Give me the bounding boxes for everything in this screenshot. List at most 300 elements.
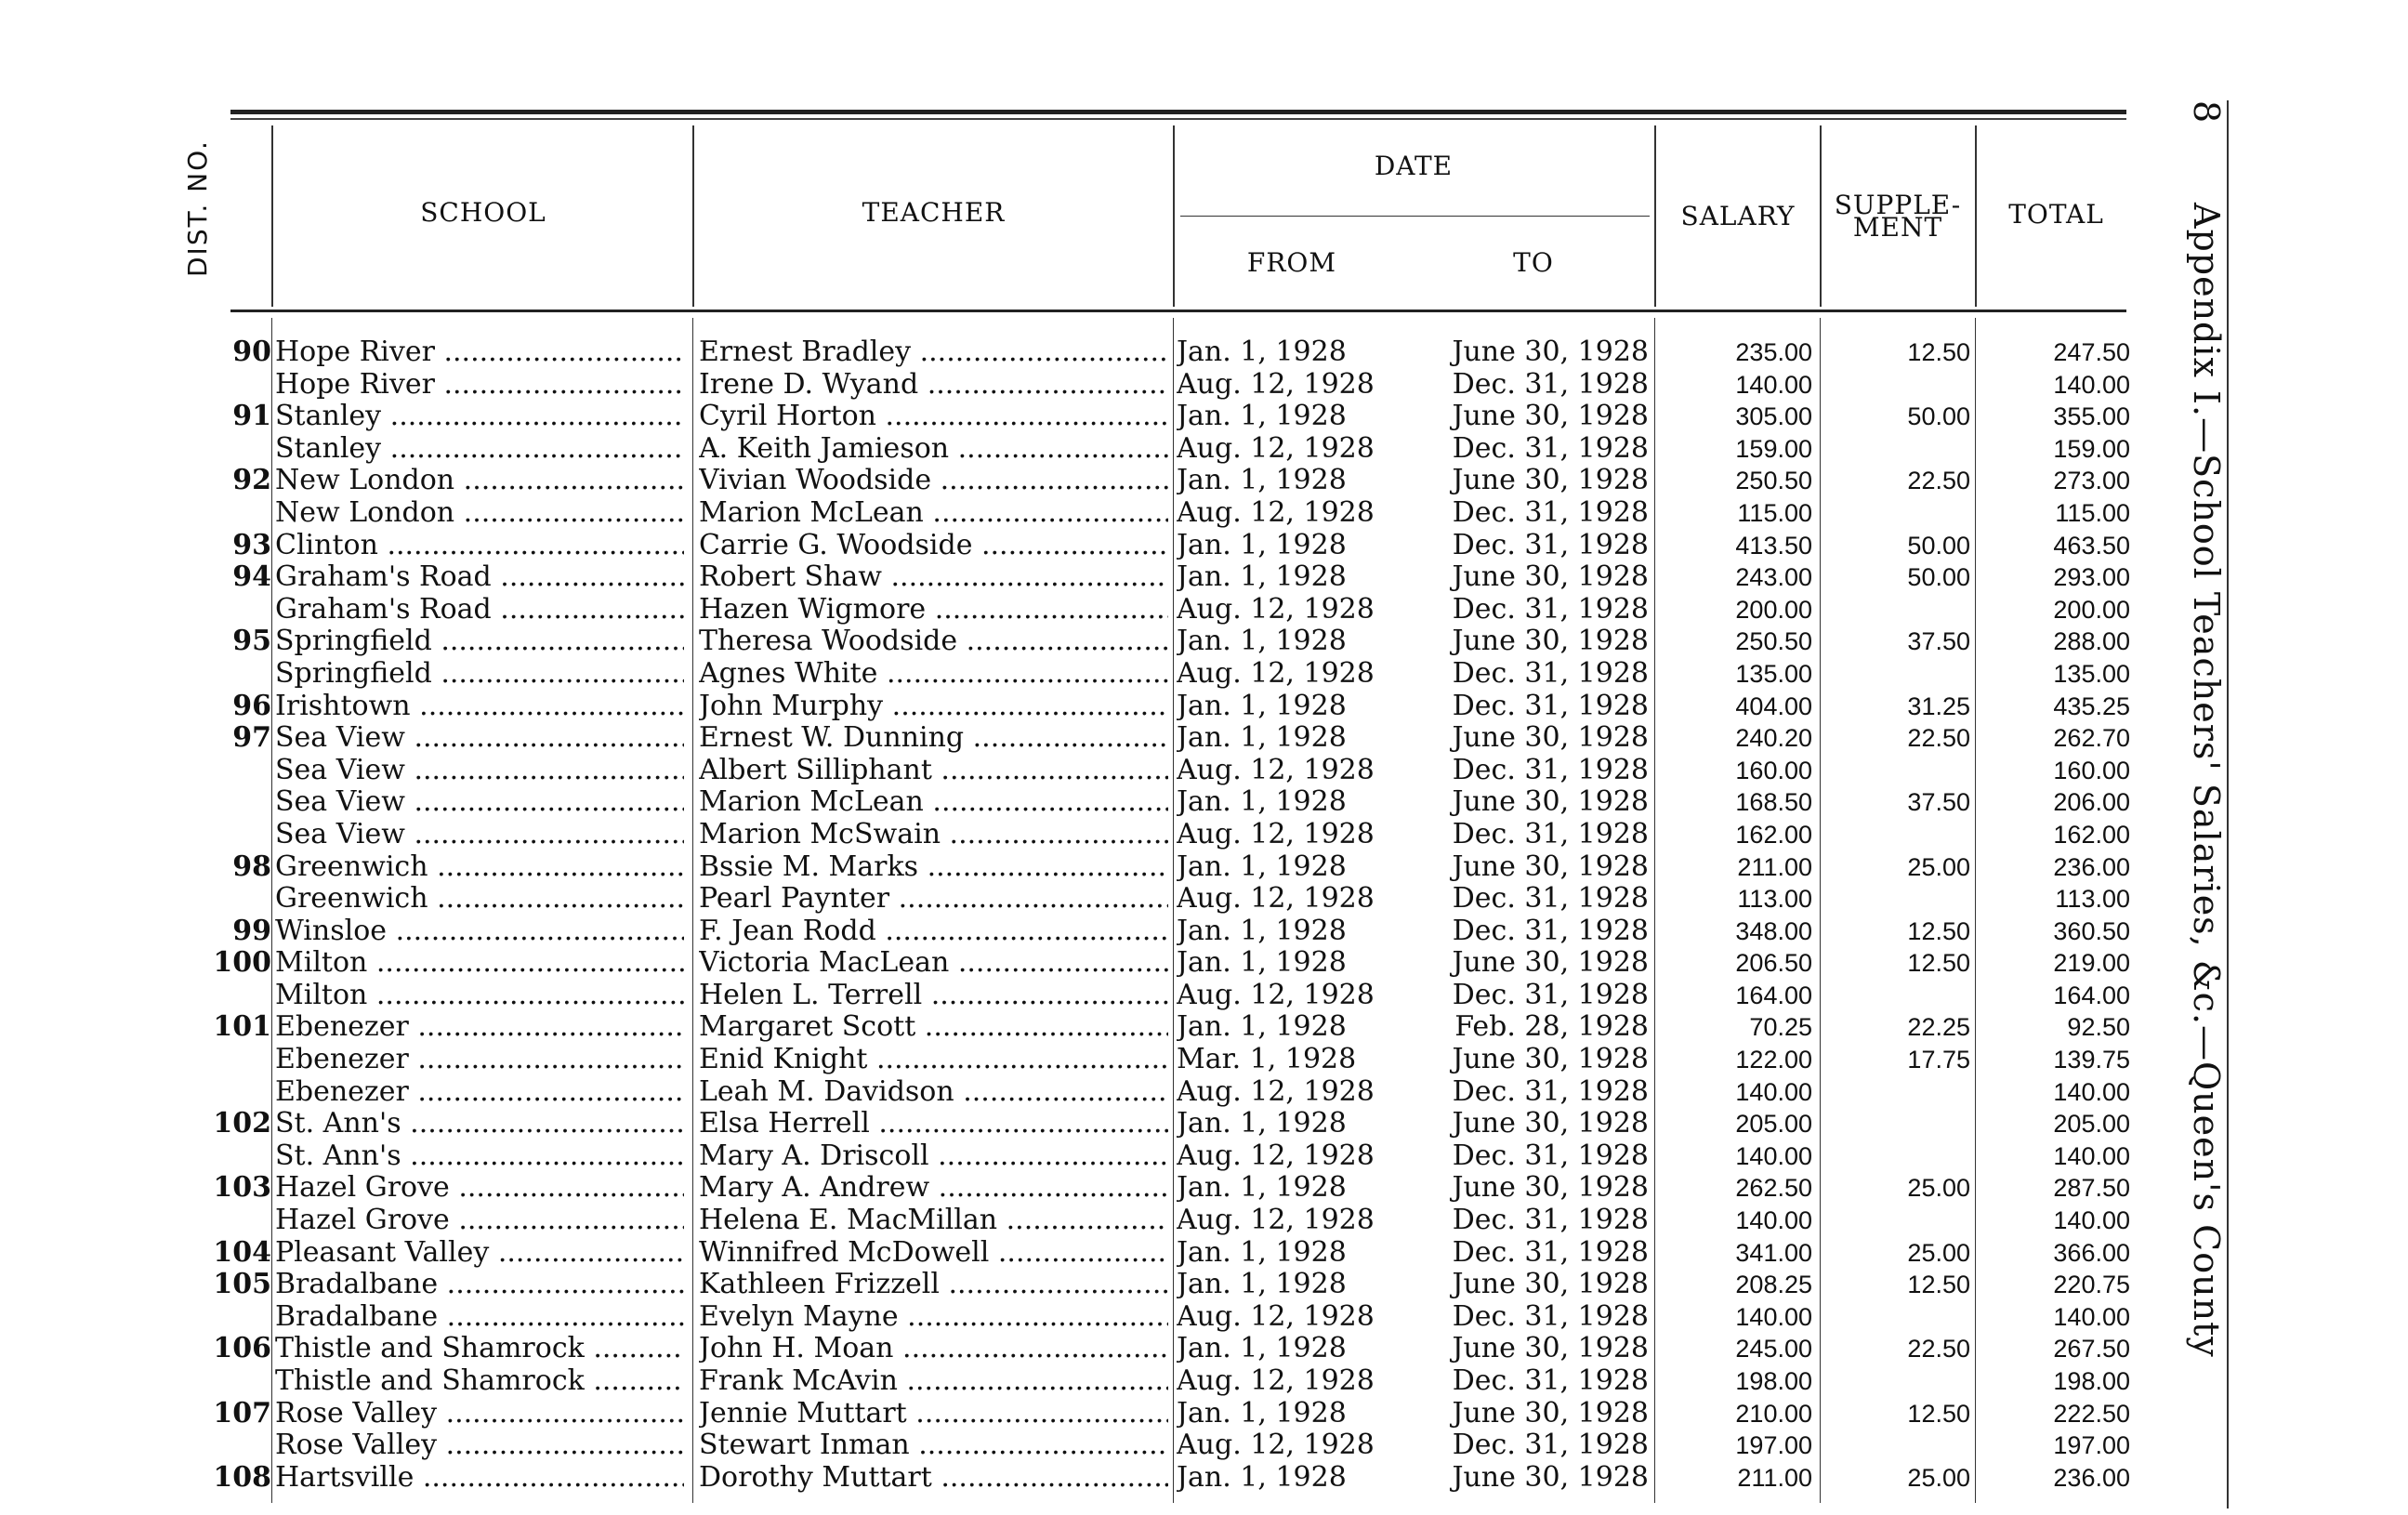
to-date-cell: Dec. 31, 1928: [1452, 1205, 1649, 1237]
total-cell: 135.00: [2053, 659, 2130, 688]
teacher-cell: John H. Moan .....: [699, 1333, 1168, 1365]
teacher-cell: Irene D. Wyand .....: [699, 369, 1168, 402]
supplement-cell: 22.50: [1907, 724, 1970, 753]
from-date-cell: Aug. 12, 1928: [1177, 1140, 1375, 1172]
total-cell: 360.50: [2053, 916, 2130, 945]
from-date-cell: Aug. 12, 1928: [1177, 1365, 1375, 1397]
dist-no-header: DIST. NO.: [182, 139, 213, 277]
total-cell: 140.00: [2053, 1302, 2130, 1331]
from-date-cell: Jan. 1, 1928: [1177, 529, 1347, 561]
school-cell: Sea View .....: [275, 819, 684, 851]
table-row: [0, 626, 2408, 658]
dist-no-cell: 96: [232, 690, 271, 722]
salary-cell: 235.00: [1735, 338, 1812, 366]
school-cell: Graham's Road .....: [275, 561, 684, 594]
date-header: DATE: [1374, 151, 1454, 181]
total-cell: 140.00: [2053, 370, 2130, 399]
salary-cell: 164.00: [1735, 981, 1812, 1009]
teacher-cell: Winnifred McDowell .....: [699, 1237, 1168, 1270]
salary-header: SALARY: [1680, 201, 1796, 231]
total-cell: 287.50: [2053, 1174, 2130, 1203]
table-row: [0, 851, 2408, 884]
to-date-cell: Dec. 31, 1928: [1452, 1300, 1649, 1333]
from-date-cell: Aug. 12, 1928: [1177, 1429, 1375, 1462]
to-date-cell: Dec. 31, 1928: [1452, 496, 1649, 529]
teacher-cell: Carrie G. Woodside .....: [699, 530, 1168, 562]
teacher-cell: Kathleen Frizzell .....: [699, 1269, 1168, 1301]
teacher-cell: F. Jean Rodd .....: [699, 916, 1168, 948]
table-row: [0, 786, 2408, 819]
from-date-cell: Jan. 1, 1928: [1177, 915, 1347, 947]
to-date-cell: Dec. 31, 1928: [1452, 690, 1649, 722]
school-cell: Rose Valley .....: [275, 1429, 684, 1462]
total-cell: 220.75: [2053, 1271, 2130, 1299]
total-cell: 236.00: [2053, 852, 2130, 881]
school-cell: St. Ann's .....: [275, 1108, 684, 1140]
table-row: [0, 594, 2408, 626]
salary-cell: 348.00: [1735, 916, 1812, 945]
table-row: [0, 755, 2408, 787]
table-row: [0, 819, 2408, 851]
total-cell: 463.50: [2053, 531, 2130, 560]
school-cell: Thistle and Shamrock .....: [275, 1333, 684, 1365]
from-date-cell: Jan. 1, 1928: [1177, 690, 1347, 722]
header-divider: [1975, 125, 1977, 307]
dist-no-cell: 100: [213, 947, 271, 980]
to-date-cell: Dec. 31, 1928: [1452, 883, 1649, 916]
salary-table-body: [0, 336, 2408, 1494]
supplement-cell: 12.50: [1907, 949, 1970, 978]
teacher-cell: Mary A. Andrew .....: [699, 1172, 1168, 1205]
from-date-cell: Jan. 1, 1928: [1177, 1172, 1347, 1205]
school-cell: Sea View .....: [275, 722, 684, 755]
school-cell: Sea View .....: [275, 786, 684, 819]
from-date-cell: Aug. 12, 1928: [1177, 368, 1375, 401]
teacher-cell: Frank McAvin .....: [699, 1365, 1168, 1398]
from-date-cell: Aug. 12, 1928: [1177, 657, 1375, 690]
table-row: [0, 1140, 2408, 1173]
total-cell: 140.00: [2053, 1141, 2130, 1170]
teacher-cell: Vivian Woodside .....: [699, 465, 1168, 497]
supplement-cell: 50.00: [1907, 563, 1970, 592]
salary-cell: 140.00: [1735, 1077, 1812, 1106]
total-cell: 205.00: [2053, 1110, 2130, 1139]
salary-cell: 135.00: [1735, 659, 1812, 688]
from-date-cell: Jan. 1, 1928: [1177, 850, 1347, 883]
supplement-cell: 22.50: [1907, 467, 1970, 495]
table-row: [0, 1301, 2408, 1334]
dist-no-cell: 98: [232, 850, 271, 883]
table-row: [0, 1205, 2408, 1237]
from-date-cell: Mar. 1, 1928: [1177, 1044, 1357, 1076]
from-date-cell: Jan. 1, 1928: [1177, 947, 1347, 980]
to-date-cell: June 30, 1928: [1452, 401, 1649, 433]
dist-no-cell: 106: [213, 1333, 271, 1365]
school-cell: Pleasant Valley .....: [275, 1237, 684, 1270]
to-date-cell: June 30, 1928: [1452, 786, 1649, 819]
table-row: [0, 883, 2408, 916]
salary-cell: 140.00: [1735, 1206, 1812, 1235]
salary-cell: 115.00: [1737, 498, 1812, 527]
from-date-cell: Aug. 12, 1928: [1177, 1205, 1375, 1237]
salary-cell: 160.00: [1735, 756, 1812, 784]
date-header-divider: [1180, 216, 1650, 217]
total-cell: 140.00: [2053, 1206, 2130, 1235]
teacher-cell: Evelyn Mayne .....: [699, 1301, 1168, 1334]
teacher-cell: Leah M. Davidson .....: [699, 1076, 1168, 1109]
to-date-cell: June 30, 1928: [1452, 1397, 1649, 1429]
total-cell: 206.00: [2053, 788, 2130, 817]
dist-no-cell: 108: [213, 1461, 271, 1494]
total-cell: 160.00: [2053, 756, 2130, 784]
from-date-cell: Aug. 12, 1928: [1177, 883, 1375, 916]
page-number: 8: [2186, 100, 2227, 125]
to-date-cell: June 30, 1928: [1452, 1333, 1649, 1365]
school-cell: Hartsville .....: [275, 1462, 684, 1495]
dist-no-cell: 99: [232, 915, 271, 947]
total-cell: 113.00: [2055, 885, 2130, 914]
teacher-cell: Theresa Woodside .....: [699, 626, 1168, 658]
school-cell: Hope River .....: [275, 369, 684, 402]
salary-cell: 168.50: [1735, 788, 1812, 817]
total-cell: 288.00: [2053, 627, 2130, 656]
to-date-cell: June 30, 1928: [1452, 1172, 1649, 1205]
dist-no-cell: 105: [213, 1269, 271, 1301]
from-date-cell: Jan. 1, 1928: [1177, 401, 1347, 433]
supplement-cell: 12.50: [1907, 338, 1970, 366]
salary-cell: 200.00: [1735, 595, 1812, 624]
dist-no-cell: 103: [213, 1172, 271, 1205]
from-date-cell: Aug. 12, 1928: [1177, 593, 1375, 626]
supplement-cell: 25.00: [1907, 852, 1970, 881]
dist-no-cell: 95: [232, 626, 271, 658]
to-date-cell: Dec. 31, 1928: [1452, 368, 1649, 401]
salary-cell: 240.20: [1735, 724, 1812, 753]
school-cell: Ebenezer .....: [275, 1076, 684, 1109]
to-date-cell: Dec. 31, 1928: [1452, 915, 1649, 947]
total-cell: 164.00: [2053, 981, 2130, 1009]
to-date-cell: Dec. 31, 1928: [1452, 593, 1649, 626]
from-date-cell: Aug. 12, 1928: [1177, 818, 1375, 850]
salary-cell: 140.00: [1735, 1141, 1812, 1170]
table-row: [0, 1044, 2408, 1076]
school-cell: Greenwich .....: [275, 851, 684, 884]
school-cell: Greenwich .....: [275, 883, 684, 916]
from-date-cell: Aug. 12, 1928: [1177, 1075, 1375, 1108]
school-cell: Thistle and Shamrock .....: [275, 1365, 684, 1398]
table-top-rule: [230, 110, 2126, 114]
school-cell: Hazel Grove .....: [275, 1205, 684, 1237]
table-row: [0, 530, 2408, 562]
teacher-cell: A. Keith Jamieson .....: [699, 433, 1168, 466]
teacher-cell: Elsa Herrell .....: [699, 1108, 1168, 1140]
teacher-cell: Marion McLean .....: [699, 497, 1168, 530]
table-row: [0, 401, 2408, 433]
table-row: [0, 561, 2408, 594]
total-cell: 247.50: [2053, 338, 2130, 366]
total-cell: 366.00: [2053, 1238, 2130, 1267]
salary-cell: 162.00: [1735, 820, 1812, 849]
to-date-cell: Dec. 31, 1928: [1452, 432, 1649, 465]
from-date-cell: Jan. 1, 1928: [1177, 626, 1347, 658]
teacher-cell: Pearl Paynter .....: [699, 883, 1168, 916]
dist-no-cell: 107: [213, 1397, 271, 1429]
supplement-cell: 50.00: [1907, 531, 1970, 560]
table-row: [0, 1429, 2408, 1462]
total-cell: 267.50: [2053, 1335, 2130, 1364]
to-date-cell: June 30, 1928: [1452, 1044, 1649, 1076]
teacher-cell: Mary A. Driscoll .....: [699, 1140, 1168, 1173]
from-date-cell: Aug. 12, 1928: [1177, 1300, 1375, 1333]
school-cell: Springfield .....: [275, 658, 684, 691]
table-row: [0, 1333, 2408, 1365]
dist-no-cell: 102: [213, 1108, 271, 1140]
table-row: [0, 1269, 2408, 1301]
teacher-cell: Hazen Wigmore .....: [699, 594, 1168, 626]
total-cell: 92.50: [2067, 1013, 2130, 1042]
from-date-cell: Aug. 12, 1928: [1177, 496, 1375, 529]
to-date-cell: June 30, 1928: [1452, 336, 1649, 368]
from-date-cell: Jan. 1, 1928: [1177, 1269, 1347, 1301]
school-cell: New London .....: [275, 497, 684, 530]
supplement-cell: 25.00: [1907, 1238, 1970, 1267]
school-cell: Irishtown .....: [275, 691, 684, 723]
table-row: [0, 336, 2408, 369]
salary-cell: 245.00: [1735, 1335, 1812, 1364]
to-date-cell: June 30, 1928: [1452, 947, 1649, 980]
to-date-cell: June 30, 1928: [1452, 850, 1649, 883]
total-cell: 435.25: [2053, 692, 2130, 720]
dist-no-cell: 94: [232, 561, 271, 594]
table-row: [0, 1108, 2408, 1140]
salary-cell: 208.25: [1735, 1271, 1812, 1299]
total-cell: 273.00: [2053, 467, 2130, 495]
salary-cell: 341.00: [1735, 1238, 1812, 1267]
header-bottom-rule: [230, 310, 2126, 312]
school-cell: Stanley .....: [275, 401, 684, 433]
to-date-cell: June 30, 1928: [1452, 561, 1649, 594]
from-date-cell: Jan. 1, 1928: [1177, 1108, 1347, 1140]
table-row: [0, 947, 2408, 980]
school-cell: Bradalbane .....: [275, 1269, 684, 1301]
to-date-cell: Dec. 31, 1928: [1452, 529, 1649, 561]
table-row: [0, 980, 2408, 1012]
table-row: [0, 1237, 2408, 1270]
to-date-cell: Dec. 31, 1928: [1452, 1075, 1649, 1108]
to-date-cell: June 30, 1928: [1452, 626, 1649, 658]
dist-no-cell: 92: [232, 465, 271, 497]
teacher-cell: Enid Knight .....: [699, 1044, 1168, 1076]
dist-no-cell: 90: [232, 336, 271, 368]
total-cell: 219.00: [2053, 949, 2130, 978]
school-cell: New London .....: [275, 465, 684, 497]
total-cell: 262.70: [2053, 724, 2130, 753]
salary-cell: 211.00: [1737, 1463, 1812, 1492]
salary-cell: 113.00: [1737, 885, 1812, 914]
salary-cell: 122.00: [1735, 1046, 1812, 1074]
teacher-cell: Ernest Bradley .....: [699, 336, 1168, 369]
teacher-cell: Dorothy Muttart .....: [699, 1462, 1168, 1495]
from-date-cell: Aug. 12, 1928: [1177, 979, 1375, 1011]
header-divider: [1654, 125, 1656, 307]
school-header: SCHOOL: [420, 197, 546, 228]
total-cell: 159.00: [2053, 434, 2130, 463]
to-date-cell: Dec. 31, 1928: [1452, 1140, 1649, 1172]
supplement-cell: 37.50: [1907, 788, 1970, 817]
salary-cell: 250.50: [1735, 467, 1812, 495]
to-date-cell: Dec. 31, 1928: [1452, 754, 1649, 786]
teacher-cell: Helen L. Terrell .....: [699, 980, 1168, 1012]
salary-cell: 262.50: [1735, 1174, 1812, 1203]
from-header: FROM: [1246, 247, 1337, 278]
to-date-cell: Feb. 28, 1928: [1454, 1011, 1649, 1044]
teacher-cell: Robert Shaw .....: [699, 561, 1168, 594]
table-row: [0, 1172, 2408, 1205]
appendix-title: Appendix I.—School Teachers' Salaries, &c.—Queen's County: [2186, 203, 2227, 1358]
table-row: [0, 369, 2408, 402]
salary-cell: 197.00: [1735, 1431, 1812, 1460]
from-date-cell: Jan. 1, 1928: [1177, 1397, 1347, 1429]
to-date-cell: June 30, 1928: [1452, 1269, 1649, 1301]
teacher-cell: Ernest W. Dunning .....: [699, 722, 1168, 755]
table-row: [0, 1011, 2408, 1044]
total-cell: 140.00: [2053, 1077, 2130, 1106]
teacher-cell: Bssie M. Marks .....: [699, 851, 1168, 884]
total-cell: 197.00: [2053, 1431, 2130, 1460]
supplement-cell: 12.50: [1907, 1271, 1970, 1299]
teacher-cell: Marion McSwain .....: [699, 819, 1168, 851]
salary-cell: 198.00: [1735, 1367, 1812, 1395]
from-date-cell: Aug. 12, 1928: [1177, 432, 1375, 465]
header-divider: [1173, 125, 1175, 307]
to-date-cell: June 30, 1928: [1452, 1461, 1649, 1494]
teacher-cell: Stewart Inman .....: [699, 1429, 1168, 1462]
supplement-cell: 31.25: [1907, 692, 1970, 720]
total-cell: 222.50: [2053, 1399, 2130, 1428]
total-cell: 139.75: [2053, 1046, 2130, 1074]
total-cell: 162.00: [2053, 820, 2130, 849]
school-cell: Graham's Road .....: [275, 594, 684, 626]
header-divider: [271, 125, 273, 307]
to-date-cell: Dec. 31, 1928: [1452, 818, 1649, 850]
table-top-rule-thin: [230, 118, 2126, 120]
supplement-header-line2: MENT: [1852, 212, 1943, 243]
supplement-cell: 25.00: [1907, 1174, 1970, 1203]
teacher-cell: Cyril Horton .....: [699, 401, 1168, 433]
dist-no-cell: 101: [213, 1011, 271, 1044]
salary-cell: 210.00: [1735, 1399, 1812, 1428]
to-date-cell: Dec. 31, 1928: [1452, 979, 1649, 1011]
total-cell: 355.00: [2053, 402, 2130, 431]
school-cell: Milton .....: [275, 947, 684, 980]
school-cell: Milton .....: [275, 980, 684, 1012]
total-cell: 293.00: [2053, 563, 2130, 592]
supplement-cell: 17.75: [1907, 1046, 1970, 1074]
teacher-cell: John Murphy .....: [699, 691, 1168, 723]
from-date-cell: Jan. 1, 1928: [1177, 561, 1347, 594]
supplement-cell: 50.00: [1907, 402, 1970, 431]
table-row: [0, 433, 2408, 466]
teacher-cell: Jennie Muttart .....: [699, 1398, 1168, 1430]
salary-cell: 404.00: [1735, 692, 1812, 720]
header-divider: [692, 125, 694, 307]
dist-no-cell: 97: [232, 722, 271, 755]
table-row: [0, 465, 2408, 497]
supplement-header-line1: SUPPLE-: [1834, 190, 1962, 220]
school-cell: Springfield .....: [275, 626, 684, 658]
side-caption-rule: [2227, 100, 2229, 1508]
teacher-cell: Albert Silliphant .....: [699, 755, 1168, 787]
total-cell: 200.00: [2053, 595, 2130, 624]
teacher-cell: Victoria MacLean .....: [699, 947, 1168, 980]
table-row: [0, 658, 2408, 691]
to-date-cell: Dec. 31, 1928: [1452, 1236, 1649, 1269]
salary-cell: 305.00: [1735, 402, 1812, 431]
to-date-cell: Dec. 31, 1928: [1452, 1365, 1649, 1397]
school-cell: Clinton .....: [275, 530, 684, 562]
teacher-cell: Marion McLean .....: [699, 786, 1168, 819]
total-header: TOTAL: [2008, 199, 2104, 230]
dist-no-cell: 93: [232, 529, 271, 561]
header-divider: [1820, 125, 1822, 307]
school-cell: Bradalbane .....: [275, 1301, 684, 1334]
salary-cell: 140.00: [1735, 370, 1812, 399]
salary-cell: 413.50: [1735, 531, 1812, 560]
table-row: [0, 1398, 2408, 1430]
dist-no-cell: 104: [213, 1236, 271, 1269]
from-date-cell: Jan. 1, 1928: [1177, 336, 1347, 368]
salary-cell: 211.00: [1737, 852, 1812, 881]
table-row: [0, 1076, 2408, 1109]
salary-cell: 140.00: [1735, 1302, 1812, 1331]
school-cell: Ebenezer .....: [275, 1044, 684, 1076]
salary-cell: 243.00: [1735, 563, 1812, 592]
total-cell: 236.00: [2053, 1463, 2130, 1492]
table-row: [0, 497, 2408, 530]
school-cell: Hazel Grove .....: [275, 1172, 684, 1205]
total-cell: 198.00: [2053, 1367, 2130, 1395]
table-row: [0, 1365, 2408, 1398]
school-cell: Ebenezer .....: [275, 1011, 684, 1044]
salary-cell: 250.50: [1735, 627, 1812, 656]
teacher-cell: Helena E. MacMillan .....: [699, 1205, 1168, 1237]
total-cell: 115.00: [2055, 498, 2130, 527]
from-date-cell: Jan. 1, 1928: [1177, 722, 1347, 755]
to-date-cell: June 30, 1928: [1452, 722, 1649, 755]
table-row: [0, 916, 2408, 948]
supplement-cell: 37.50: [1907, 627, 1970, 656]
school-cell: Stanley .....: [275, 433, 684, 466]
school-cell: Winsloe .....: [275, 916, 684, 948]
teacher-cell: Margaret Scott .....: [699, 1011, 1168, 1044]
supplement-cell: 22.25: [1907, 1013, 1970, 1042]
table-row: [0, 1462, 2408, 1495]
teacher-header: TEACHER: [862, 197, 1006, 228]
school-cell: St. Ann's .....: [275, 1140, 684, 1173]
salary-cell: 70.25: [1749, 1013, 1812, 1042]
supplement-cell: 12.50: [1907, 1399, 1970, 1428]
to-header: TO: [1513, 247, 1554, 278]
side-caption: [2186, 100, 2227, 1358]
supplement-cell: 22.50: [1907, 1335, 1970, 1364]
from-date-cell: Jan. 1, 1928: [1177, 786, 1347, 819]
to-date-cell: June 30, 1928: [1452, 1108, 1649, 1140]
table-row: [0, 722, 2408, 755]
school-cell: Rose Valley .....: [275, 1398, 684, 1430]
salary-cell: 159.00: [1735, 434, 1812, 463]
from-date-cell: Jan. 1, 1928: [1177, 465, 1347, 497]
school-cell: Sea View .....: [275, 755, 684, 787]
